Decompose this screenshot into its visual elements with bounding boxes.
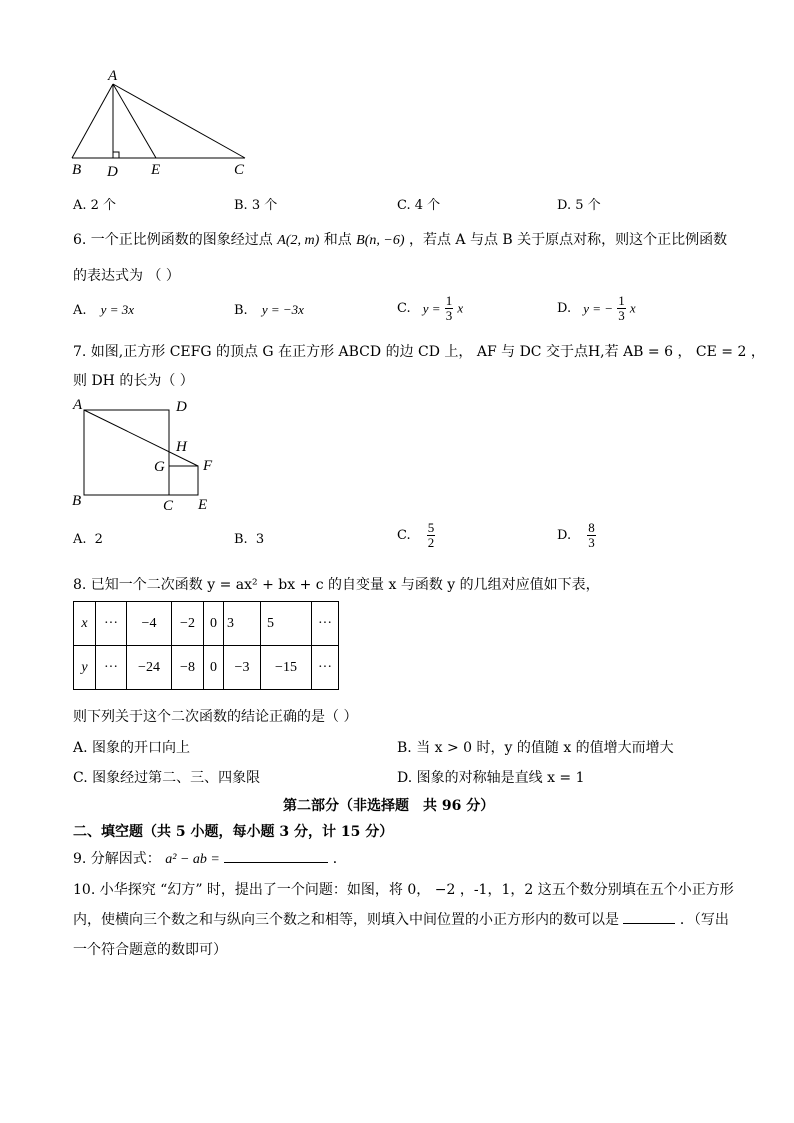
q6-option-b-letter: B. [234,303,248,318]
q6-point-b: B(n, −6) [356,233,405,248]
label-D: D [107,164,118,180]
q5-option-c: C. 4 个 [397,198,441,213]
table-cell: ··· [96,602,127,646]
part2-title: 第二部分（非选择题 共 96 分） [283,798,495,814]
q10-line2-prefix: 内，使横向三个数之和与纵向三个数之和相等，则填入中间位置的小正方形内的数可以是 [73,912,619,928]
q7-option-d-letter: D. [557,528,572,543]
q6-option-d-letter: D. [557,301,572,316]
square-figure [65,393,225,518]
label-E: E [151,162,161,178]
q7-line1: 7. 如图,正方形 CEFG 的顶点 G 在正方形 ABCD 的边 CD 上， AF 与 DC 交于点H,若 AB = 6 ， CE = 2 ， [73,344,765,360]
q7-line2: 则 DH 的长为（ ） [73,373,194,389]
fig7-label-H: H [176,439,187,455]
q5-option-b: B. 3 个 [234,198,278,213]
fig7-label-F: F [203,458,213,474]
table-cell: −8 [172,646,204,690]
fig7-label-E: E [198,497,208,513]
q10-line2 [73,909,729,929]
table-cell: ··· [96,646,127,690]
q7-option-a [73,532,103,547]
table-cell: −3 [224,646,261,690]
q6-option-d-pre: y = − [583,300,614,316]
q10-line1: 10. 小华探究 “幻方” 时，提出了一个问题：如图，将 0， −2 ，-1，1，2 这五个数分别填在五个小正方形 [73,882,734,898]
q10-line3: 一个符合题意的数即可） [73,942,227,958]
table-cell: −2 [172,602,204,646]
fig7-label-D: D [176,399,187,415]
table-cell: −24 [127,646,172,690]
table-cell: x [74,602,96,646]
triangle-figure [60,60,260,185]
table-row [74,602,339,646]
q7-option-a-text: 2 [94,532,103,547]
table-cell: 0 [204,646,224,690]
label-A: A [108,68,118,84]
table-cell: −15 [261,646,312,690]
q6-option-b [234,302,304,318]
table-cell: −4 [127,602,172,646]
q7-option-c [397,521,435,550]
table-cell: y [74,646,96,690]
q5-option-a: A. 2 个 [73,198,117,213]
q7-option-b [234,532,264,547]
fig7-label-C: C [163,498,174,514]
table-cell: ··· [312,602,339,646]
q6-line1 [73,229,727,249]
fig7-label-G: G [154,459,165,475]
table-cell: 3 [224,602,261,646]
q10-answer-blank[interactable] [623,909,675,924]
q6-option-b-expr: y = −3x [261,302,304,317]
q7-option-c-letter: C. [397,528,411,543]
q6-option-c-fraction: $\frac{1}{3}$ [445,293,453,323]
q7-option-a-letter: A. [73,532,87,547]
q9-suffix: ． [332,851,347,867]
q9-answer-blank[interactable] [224,848,328,863]
q7-option-c-fraction: $\frac{5}{2}$ [427,520,435,550]
q6-option-c [397,294,463,323]
q7-option-d [557,521,596,550]
q8-option-c: C. 图象经过第二、三、四象限 [73,770,261,786]
q9-expr: a² − ab = [165,852,220,867]
q6-option-c-pre: y = [422,300,441,316]
q8-value-table [73,601,339,690]
q8-option-d: D. 图象的对称轴是直线 x = 1 [397,770,585,786]
q6-point-a: A(2, m) [277,233,320,248]
q6-option-a-expr: y = 3x [100,302,134,317]
q6-option-a [73,302,134,318]
q9-prefix: 9. 分解因式： [73,851,161,867]
q7-option-d-fraction: $\frac{8}{3}$ [588,520,595,550]
q6-prefix: 6. 一个正比例函数的图象经过点 [73,232,273,248]
q6-option-c-letter: C. [397,301,411,316]
q6-line2: 的表达式为 （ ） [73,268,180,284]
q6-option-d-post: x [629,300,636,316]
q7-option-b-text: 3 [255,532,265,547]
table-cell: ··· [312,646,339,690]
q6-suffix: ，若点 A 与点 B 关于原点对称，则这个正比例函数 [408,232,728,248]
fig7-label-B: B [72,493,82,509]
q8-intro: 8. 已知一个二次函数 y = ax² + bx + c 的自变量 x 与函数 y 的几组对应值如下表， [73,577,600,593]
q6-option-c-post: x [457,300,464,316]
q8-option-b: B. 当 x > 0 时，y 的值随 x 的值增大而增大 [397,740,674,756]
q5-option-d: D. 5 个 [557,198,601,213]
table-row [74,646,339,690]
q6-option-d [557,294,636,323]
table-cell: 5 [261,602,312,646]
label-C: C [234,162,245,178]
q8-question: 则下列关于这个二次函数的结论正确的是（ ） [73,709,358,725]
table-cell: 0 [204,602,224,646]
fig7-label-A: A [73,397,83,413]
q10-line2-suffix: ．（写出 [679,912,729,928]
section2-title: 二、填空题（共 5 小题，每小题 3 分，计 15 分） [73,824,394,840]
q7-option-b-letter: B. [234,532,248,547]
q6-option-a-letter: A. [73,303,87,318]
q9 [73,848,347,868]
q6-option-d-fraction: $\frac{1}{3}$ [618,293,625,323]
q6-and: 和点 [323,232,352,248]
q8-option-a: A. 图象的开口向上 [73,740,191,756]
label-B: B [72,162,82,178]
